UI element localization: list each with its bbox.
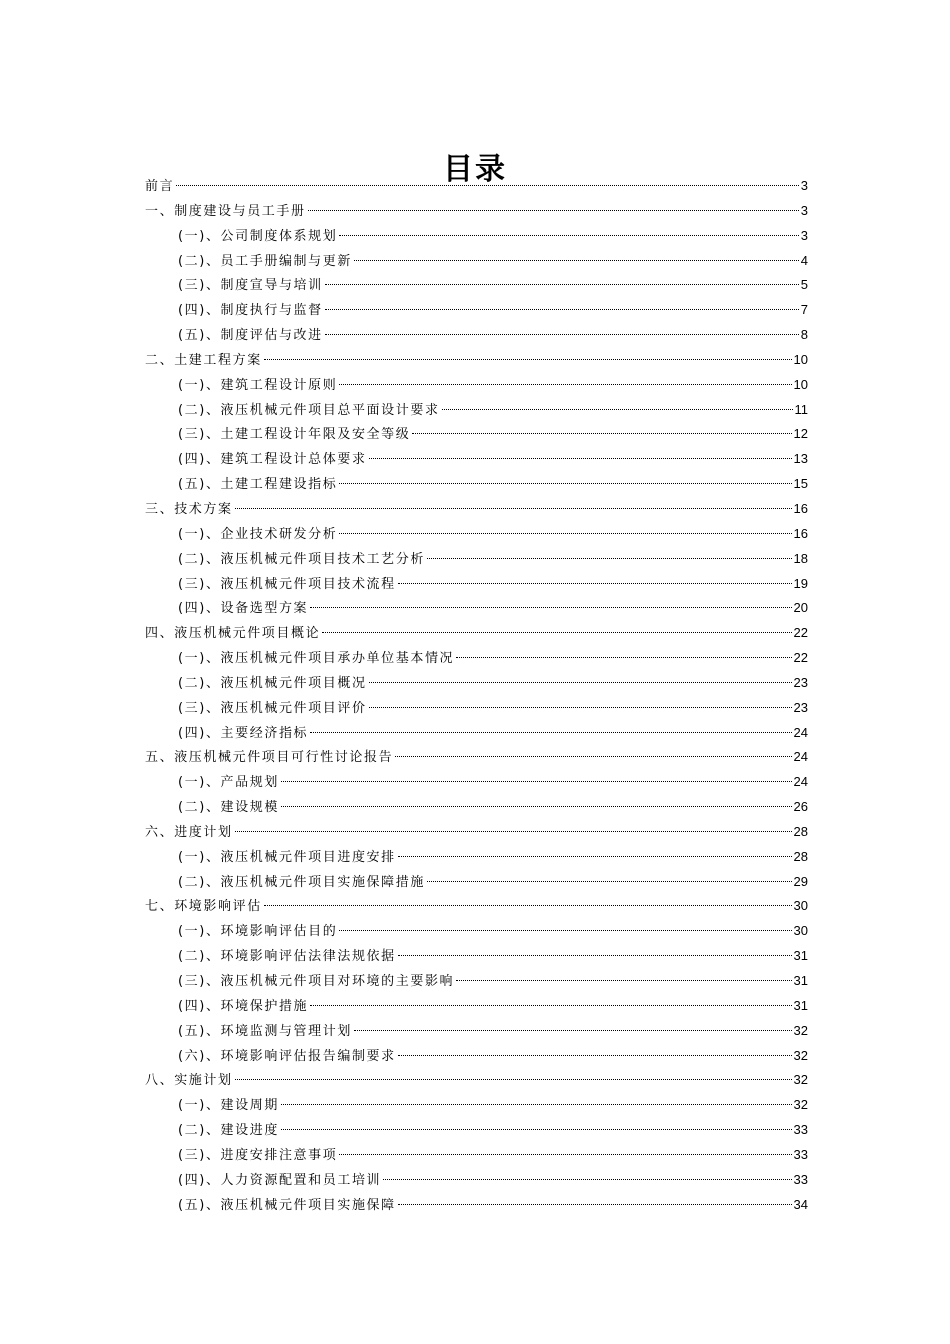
- toc-entry-page-number: 31: [793, 973, 808, 988]
- toc-leader-dots: [281, 781, 792, 782]
- toc-entry[interactable]: [145, 1143, 808, 1168]
- toc-entry[interactable]: [145, 1118, 808, 1143]
- toc-leader-dots: [442, 409, 793, 410]
- toc-entry-label: (二)、环境影响评估法律法规依据: [178, 949, 396, 965]
- toc-entry[interactable]: [145, 1044, 808, 1069]
- toc-entry-page-number: 34: [793, 1196, 808, 1212]
- toc-entry-label: (一)、建设周期: [178, 1098, 279, 1114]
- toc-leader-dots: [354, 260, 799, 261]
- toc-leader-dots: [456, 657, 791, 658]
- toc-entry-label: (一)、液压机械元件项目承办单位基本情况: [178, 651, 455, 667]
- toc-entry[interactable]: [145, 795, 808, 820]
- toc-entry-page-number: 16: [793, 525, 808, 541]
- toc-entry[interactable]: [145, 621, 808, 646]
- toc-leader-dots: [427, 558, 792, 559]
- toc-leader-dots: [339, 1154, 791, 1155]
- toc-entry-page-number: 18: [793, 550, 808, 566]
- toc-leader-dots: [369, 707, 792, 708]
- toc-entry[interactable]: [145, 944, 808, 969]
- toc-entry-label: (三)、液压机械元件项目对环境的主要影响: [178, 974, 455, 989]
- toc-entry-page-number: 5: [800, 277, 808, 293]
- toc-leader-dots: [264, 359, 792, 360]
- toc-entry-page-number: 32: [793, 1047, 808, 1063]
- toc-entry[interactable]: [145, 696, 808, 721]
- toc-leader-dots: [398, 1204, 792, 1205]
- toc-leader-dots: [325, 334, 799, 335]
- toc-entry-page-number: 32: [793, 1022, 808, 1038]
- toc-entry-label: (五)、液压机械元件项目实施保障: [178, 1197, 396, 1213]
- toc-entry[interactable]: [145, 1168, 808, 1193]
- toc-entry-label: (一)、建筑工程设计原则: [178, 377, 338, 393]
- toc-entry-label: (六)、环境影响评估报告编制要求: [178, 1048, 396, 1064]
- toc-entry-label: (五)、制度评估与改进: [178, 328, 323, 344]
- toc-entry[interactable]: [145, 547, 808, 572]
- toc-entry[interactable]: [145, 522, 808, 547]
- toc-entry[interactable]: [145, 273, 808, 298]
- toc-entry-label: (一)、液压机械元件项目进度安排: [178, 849, 396, 865]
- toc-entry-label: 六、进度计划: [145, 824, 233, 840]
- toc-leader-dots: [456, 980, 791, 981]
- toc-entry[interactable]: [145, 249, 808, 274]
- toc-entry-page-number: 26: [793, 799, 808, 815]
- toc-entry-page-number: 15: [793, 476, 808, 492]
- toc-entry[interactable]: [145, 174, 808, 199]
- toc-entry-label: 五、液压机械元件项目可行性讨论报告: [145, 750, 394, 766]
- toc-entry-page-number: 28: [793, 848, 808, 864]
- toc-entry-page-number: 28: [793, 823, 808, 839]
- toc-entry-page-number: 11: [794, 401, 808, 417]
- toc-entry-label: (二)、液压机械元件项目概况: [178, 675, 367, 691]
- toc-entry[interactable]: [145, 298, 808, 323]
- toc-entry-page-number: 31: [793, 997, 808, 1013]
- toc-entry[interactable]: [145, 398, 808, 423]
- toc-entry-page-number: 3: [800, 227, 808, 243]
- toc-leader-dots: [176, 185, 799, 186]
- toc-entry-page-number: 30: [793, 898, 808, 914]
- toc-entry-label: (五)、环境监测与管理计划: [178, 1023, 352, 1039]
- toc-entry-label: (四)、环境保护措施: [178, 998, 309, 1014]
- toc-entry-page-number: 3: [800, 178, 808, 193]
- toc-entry-page-number: 22: [793, 625, 808, 641]
- toc-entry[interactable]: [145, 671, 808, 696]
- toc-entry-label: 一、制度建设与员工手册: [145, 203, 306, 219]
- toc-entry-page-number: 12: [793, 426, 808, 442]
- toc-leader-dots: [310, 607, 791, 608]
- toc-entry-page-number: 13: [793, 451, 808, 467]
- toc-entry-page-number: 33: [793, 1146, 808, 1162]
- toc-entry[interactable]: [145, 224, 808, 249]
- toc-entry-page-number: 31: [793, 948, 808, 964]
- toc-leader-dots: [369, 458, 792, 459]
- toc-leader-dots: [398, 856, 792, 857]
- toc-entry[interactable]: [145, 348, 808, 373]
- toc-entry-label: 三、技术方案: [145, 501, 233, 517]
- toc-entry-page-number: 20: [793, 600, 808, 616]
- toc-entry-label: (三)、液压机械元件项目评价: [178, 700, 367, 716]
- toc-leader-dots: [322, 632, 791, 633]
- toc-entry-page-number: 7: [800, 302, 808, 318]
- toc-entry-page-number: 32: [793, 1097, 808, 1113]
- toc-leader-dots: [235, 831, 792, 832]
- toc-entry[interactable]: [145, 919, 808, 944]
- toc-entry[interactable]: [145, 969, 808, 994]
- toc-entry[interactable]: [145, 472, 808, 497]
- toc-entry-label: 七、环境影响评估: [145, 899, 262, 915]
- toc-entry-page-number: 19: [793, 575, 808, 591]
- toc-entry[interactable]: [145, 1193, 808, 1218]
- toc-leader-dots: [308, 210, 799, 211]
- toc-leader-dots: [369, 682, 792, 683]
- toc-entry-label: (三)、进度安排注意事项: [178, 1147, 338, 1163]
- toc-entry[interactable]: [145, 373, 808, 398]
- toc-entry[interactable]: [145, 745, 808, 770]
- toc-entry-page-number: 32: [793, 1072, 808, 1088]
- toc-entry-label: (四)、制度执行与监督: [178, 303, 323, 319]
- toc-entry-label: 二、土建工程方案: [145, 352, 262, 368]
- toc-leader-dots: [235, 508, 792, 509]
- toc-entry-label: (二)、液压机械元件项目实施保障措施: [178, 874, 425, 890]
- toc-leader-dots: [325, 309, 799, 310]
- toc-entry-label: 四、液压机械元件项目概论: [145, 626, 321, 642]
- toc-entry[interactable]: [145, 323, 808, 348]
- toc-entry[interactable]: [145, 1068, 808, 1093]
- toc-leader-dots: [281, 806, 792, 807]
- toc-entry-page-number: 10: [793, 376, 808, 392]
- toc-leader-dots: [339, 533, 791, 534]
- toc-entry-label: (四)、设备选型方案: [178, 601, 309, 617]
- toc-leader-dots: [339, 483, 791, 484]
- toc-entry-label: (一)、环境影响评估目的: [178, 924, 338, 940]
- toc-entry[interactable]: [145, 1019, 808, 1044]
- toc-entry-label: 前言: [145, 179, 175, 194]
- toc-entry-page-number: 3: [800, 202, 808, 218]
- toc-entry-label: (二)、建设规模: [178, 800, 279, 816]
- toc-entry[interactable]: [145, 447, 808, 472]
- toc-entry-page-number: 16: [793, 500, 808, 516]
- toc-entry-label: (一)、公司制度体系规划: [178, 228, 338, 244]
- toc-leader-dots: [281, 1129, 792, 1130]
- toc-entry-page-number: 4: [800, 252, 808, 268]
- toc-entry-page-number: 24: [793, 774, 808, 790]
- toc-entry-label: 八、实施计划: [145, 1073, 233, 1089]
- toc-leader-dots: [339, 384, 791, 385]
- toc-entry[interactable]: [145, 646, 808, 671]
- toc-entry[interactable]: [145, 721, 808, 746]
- toc-entry[interactable]: [145, 894, 808, 919]
- toc-entry[interactable]: [145, 572, 808, 597]
- toc-entry-page-number: 24: [793, 724, 808, 740]
- toc-entry-label: (四)、建筑工程设计总体要求: [178, 452, 367, 468]
- toc-leader-dots: [395, 756, 791, 757]
- toc-leader-dots: [398, 583, 792, 584]
- toc-entry-label: (二)、液压机械元件项目总平面设计要求: [178, 402, 440, 418]
- toc-entry-label: (三)、土建工程设计年限及安全等级: [178, 427, 411, 443]
- toc-entry-label: (一)、产品规划: [178, 775, 279, 791]
- toc-leader-dots: [354, 1030, 792, 1031]
- toc-leader-dots: [383, 1179, 791, 1180]
- toc-entry-label: (二)、液压机械元件项目技术工艺分析: [178, 551, 425, 567]
- toc-entry[interactable]: [145, 596, 808, 621]
- toc-entry[interactable]: [145, 820, 808, 845]
- toc-entry-label: (一)、企业技术研发分析: [178, 526, 338, 542]
- toc-leader-dots: [281, 1104, 792, 1105]
- toc-title: 目录: [443, 152, 507, 188]
- toc-leader-dots: [398, 1055, 792, 1056]
- toc-entry[interactable]: [145, 994, 808, 1019]
- toc-entry-label: (三)、制度宣导与培训: [178, 278, 323, 294]
- toc-entry-page-number: 23: [793, 699, 808, 715]
- toc-leader-dots: [310, 732, 791, 733]
- toc-entry[interactable]: [145, 422, 808, 447]
- toc-leader-dots: [412, 433, 791, 434]
- toc-leader-dots: [427, 881, 792, 882]
- toc-entry[interactable]: [145, 497, 808, 522]
- toc-leader-dots: [310, 1005, 791, 1006]
- toc-entry-label: (二)、建设进度: [178, 1123, 279, 1139]
- toc-entry-label: (二)、员工手册编制与更新: [178, 253, 352, 269]
- toc-entry[interactable]: [145, 770, 808, 795]
- toc-leader-dots: [264, 905, 792, 906]
- toc-entry-page-number: 23: [793, 674, 808, 690]
- toc-leader-dots: [339, 930, 791, 931]
- toc-leader-dots: [398, 955, 792, 956]
- toc-entry-label: (五)、土建工程建设指标: [178, 477, 338, 493]
- toc-leader-dots: [235, 1079, 792, 1080]
- toc-leader-dots: [325, 284, 799, 285]
- toc-entry[interactable]: [145, 199, 808, 224]
- toc-entry[interactable]: [145, 1093, 808, 1118]
- toc-list: [145, 174, 808, 1217]
- toc-entry[interactable]: [145, 870, 808, 895]
- toc-leader-dots: [339, 235, 798, 236]
- toc-entry-page-number: 22: [793, 650, 808, 666]
- toc-entry-page-number: 30: [793, 923, 808, 939]
- toc-entry-page-number: 24: [793, 749, 808, 765]
- toc-entry-page-number: 8: [800, 327, 808, 343]
- toc-entry-page-number: 29: [793, 873, 808, 889]
- toc-entry-label: (四)、主要经济指标: [178, 725, 309, 741]
- toc-entry[interactable]: [145, 845, 808, 870]
- toc-entry-page-number: 10: [793, 351, 808, 367]
- toc-entry-page-number: 33: [793, 1122, 808, 1138]
- toc-entry-label: (三)、液压机械元件项目技术流程: [178, 576, 396, 592]
- toc-entry-page-number: 33: [793, 1171, 808, 1187]
- toc-entry-label: (四)、人力资源配置和员工培训: [178, 1172, 382, 1188]
